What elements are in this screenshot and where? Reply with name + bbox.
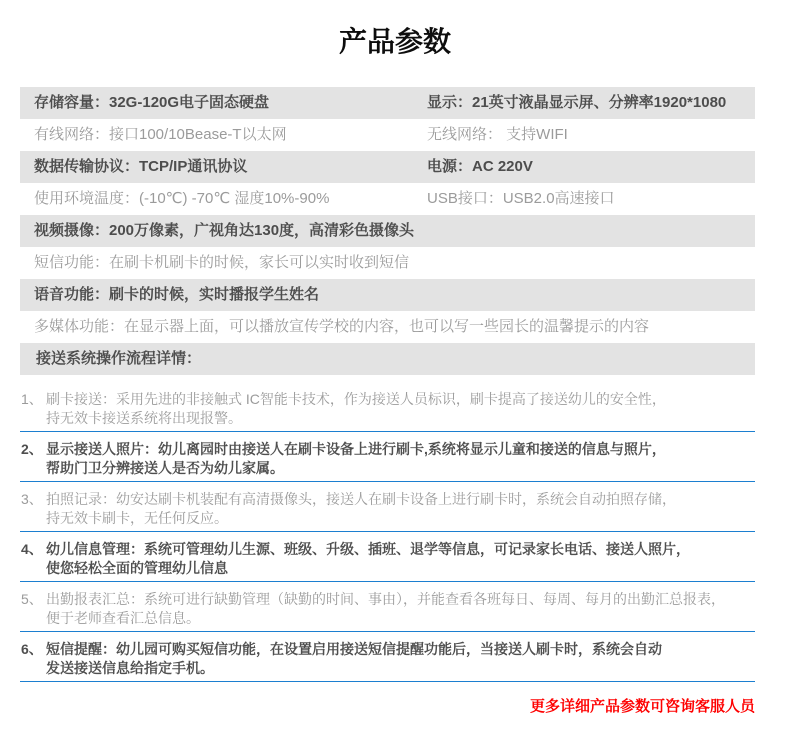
spec-camera: 视频摄像：200万像素，广视角达130度，高清彩色摄像头 <box>34 222 415 239</box>
process-item-1-text <box>46 390 755 428</box>
process-item-5-number: 5、 <box>21 591 43 607</box>
page-title: 产品参数 <box>338 26 451 57</box>
process-item-3-line-2: 持无效卡刷卡，无任何反应。 <box>46 510 228 526</box>
process-item-6-line-2: 发送接送信息给指定手机。 <box>46 660 214 676</box>
process-item-2-line-2: 帮助门卫分辨接送人是否为幼儿家属。 <box>46 460 284 476</box>
process-item-6-number: 6、 <box>21 641 43 657</box>
process-item-3-text <box>46 490 755 528</box>
spec-multimedia: 多媒体功能：在显示器上面，可以播放宣传学校的内容，也可以写一些园长的温馨提示的内容 <box>34 318 650 335</box>
process-item-3 <box>20 482 755 532</box>
spec-row-multimedia <box>20 311 755 343</box>
process-item-6 <box>20 632 755 682</box>
process-item-1 <box>20 382 755 432</box>
spec-row-sms <box>20 247 755 279</box>
process-item-2 <box>20 432 755 482</box>
process-item-1-line-2: 持无效卡接送系统将出现报警。 <box>46 410 242 426</box>
process-item-5 <box>20 582 755 632</box>
spec-row-storage-display <box>20 87 755 119</box>
spec-environment: 使用环境温度：(-10℃) -70℃ 湿度10%-90% <box>34 190 330 207</box>
spec-sms: 短信功能：在刷卡机刷卡的时候，家长可以实时收到短信 <box>34 254 410 271</box>
process-item-6-text <box>46 640 755 678</box>
process-item-5-line-2: 便于老师查看汇总信息。 <box>46 610 200 626</box>
spec-wireless-network: 无线网络： 支持WIFI <box>427 126 568 143</box>
spec-protocol: 数据传输协议：TCP/IP通讯协议 <box>34 158 248 175</box>
spec-row-voice <box>20 279 755 311</box>
process-item-4-number: 4、 <box>21 541 43 557</box>
process-item-5-line-1: 出勤报表汇总：系统可进行缺勤管理（缺勤的时间、事由），并能查看各班每日、每周、每月的出勤汇总报表， <box>46 591 725 607</box>
process-section-header: 接送系统操作流程详情： <box>20 343 755 375</box>
spec-storage: 存储容量：32G-120G电子固态硬盘 <box>34 94 270 111</box>
process-item-1-line-1: 刷卡接送：采用先进的非接触式 IC智能卡技术，作为接送人员标识，刷卡提高了接送幼儿的安全性， <box>46 391 666 407</box>
process-item-3-line-1: 拍照记录：幼安达刷卡机装配有高清摄像头，接送人在刷卡设备上进行刷卡时，系统会自动拍照存储， <box>46 491 676 507</box>
process-item-4 <box>20 532 755 582</box>
process-item-4-line-1: 幼儿信息管理：系统可管理幼儿生源、班级、升级、插班、退学等信息，可记录家长电话、接送人照片， <box>46 541 690 557</box>
spec-display: 显示：21英寸液晶显示屏、分辨率1920*1080 <box>427 94 727 111</box>
process-item-6-line-1: 短信提醒：幼儿园可购买短信功能，在设置启用接送短信提醒功能后，当接送人刷卡时，系统会自动 <box>46 641 662 657</box>
spec-power: 电源：AC 220V <box>427 158 533 175</box>
spec-usb: USB接口：USB2.0高速接口 <box>427 190 615 207</box>
customer-service-note: 更多详细产品参数可咨询客服人员 <box>529 698 755 715</box>
spec-row-camera <box>20 215 755 247</box>
process-item-2-number: 2、 <box>21 441 43 457</box>
spec-row-wired-wireless <box>20 119 755 151</box>
spec-voice: 语音功能：刷卡的时候，实时播报学生姓名 <box>34 286 320 303</box>
process-item-4-text <box>46 540 755 578</box>
spec-wired-network: 有线网络：接口100/10Bease-T以太网 <box>34 126 287 143</box>
content <box>20 87 755 715</box>
process-item-2-text <box>46 440 755 478</box>
process-item-1-number: 1、 <box>21 391 43 407</box>
spec-row-protocol-power <box>20 151 755 183</box>
process-list <box>20 382 755 682</box>
process-item-3-number: 3、 <box>21 491 43 507</box>
spec-row-environment-usb <box>20 183 755 215</box>
process-item-4-line-2: 使您轻松全面的管理幼儿信息 <box>46 560 228 576</box>
spec-table <box>20 87 755 343</box>
process-item-2-line-1: 显示接送人照片：幼儿离园时由接送人在刷卡设备上进行刷卡,系统将显示儿童和接送的信息与照片， <box>46 441 666 457</box>
process-item-5-text <box>46 590 755 628</box>
